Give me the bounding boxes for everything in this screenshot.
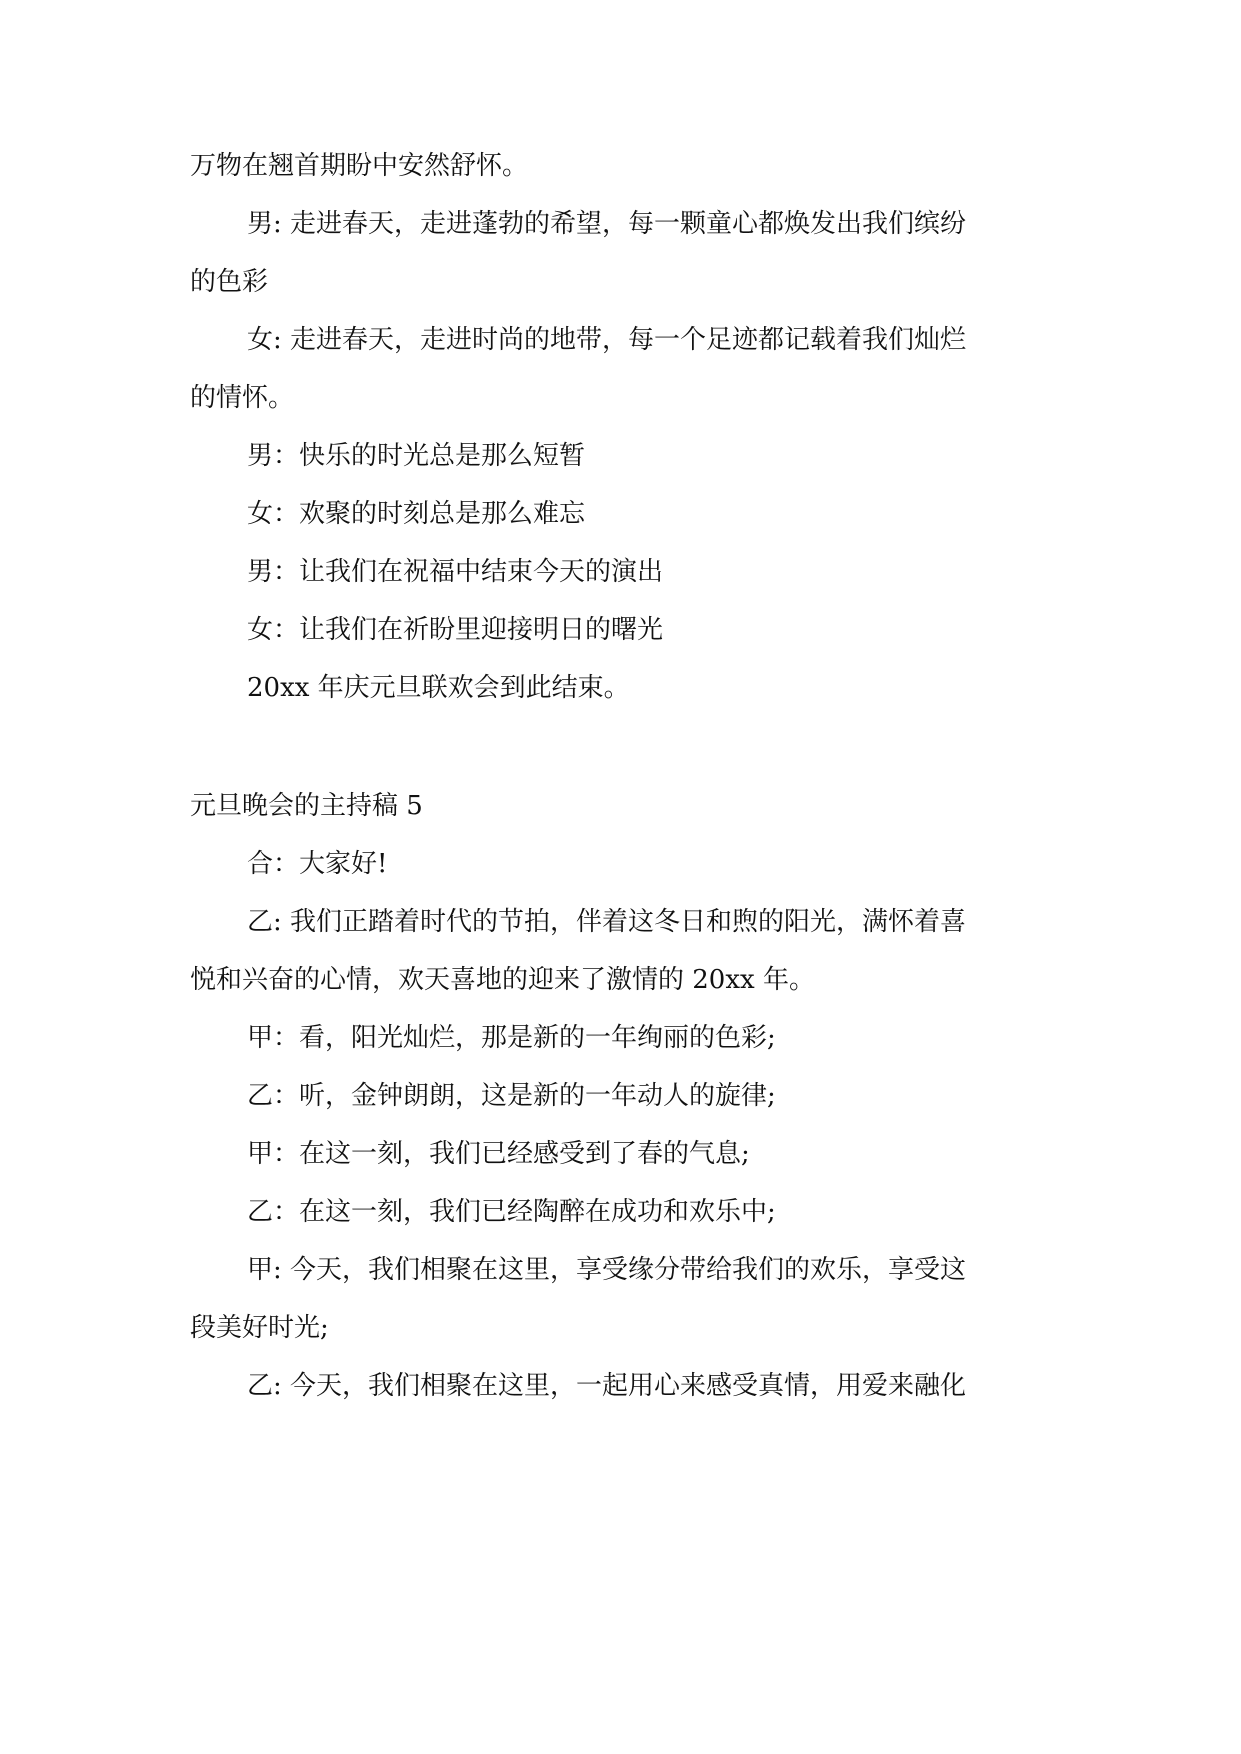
paragraph-line: 乙: 今天，我们相聚在这里，一起用心来感受真情，用爱来融化 [247,1371,967,1401]
paragraph-line: 乙: 我们正踏着时代的节拍，伴着这冬日和煦的阳光，满怀着喜 [247,907,967,937]
section-heading: 元旦晚会的主持稿 5 [190,791,423,821]
paragraph-line: 的色彩 [190,267,269,297]
paragraph-line: 女：欢聚的时刻总是那么难忘 [247,499,586,529]
paragraph-line: 段美好时光; [190,1313,329,1343]
paragraph-line: 乙：在这一刻，我们已经陶醉在成功和欢乐中; [247,1197,776,1227]
paragraph-line: 万物在翘首期盼中安然舒怀。 [190,151,529,181]
paragraph-line: 乙：听，金钟朗朗，这是新的一年动人的旋律; [247,1081,776,1111]
paragraph-line: 女：让我们在祈盼里迎接明日的曙光 [247,615,664,645]
paragraph-line: 男：让我们在祝福中结束今天的演出 [247,557,664,587]
paragraph-line: 悦和兴奋的心情，欢天喜地的迎来了激情的 20xx 年。 [190,965,815,995]
paragraph-line: 20xx 年庆元旦联欢会到此结束。 [247,673,630,703]
paragraph-line: 甲：在这一刻，我们已经感受到了春的气息; [247,1139,750,1169]
paragraph-line: 甲：看，阳光灿烂，那是新的一年绚丽的色彩; [247,1023,776,1053]
paragraph-line: 甲: 今天，我们相聚在这里，享受缘分带给我们的欢乐，享受这 [247,1255,967,1285]
paragraph-line: 合：大家好! [247,849,388,879]
paragraph-line: 女: 走进春天，走进时尚的地带，每一个足迹都记载着我们灿烂 [247,325,967,355]
paragraph-line: 男: 走进春天，走进蓬勃的希望，每一颗童心都焕发出我们缤纷 [247,209,967,239]
paragraph-line: 男：快乐的时光总是那么短暂 [247,441,586,471]
paragraph-line: 的情怀。 [190,383,295,413]
